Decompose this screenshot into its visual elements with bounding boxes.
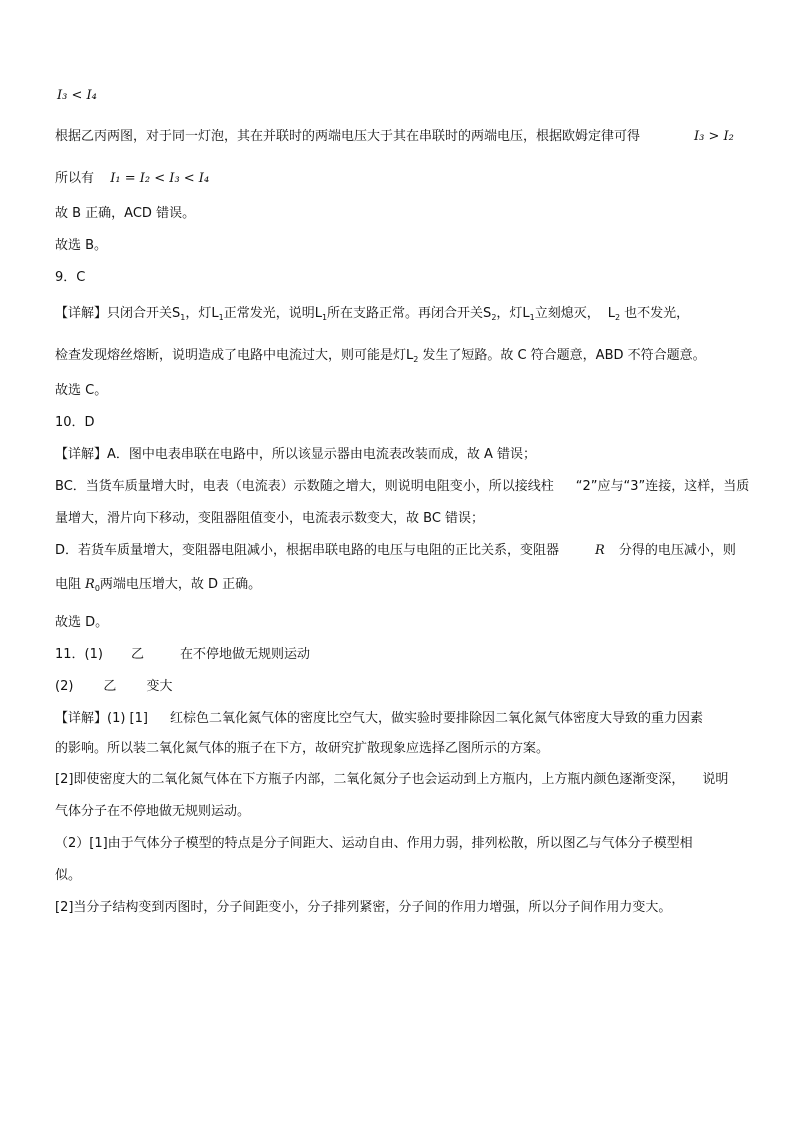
- paragraph-line: 似。: [55, 868, 82, 883]
- paragraph-line: 所以有 I₁ = I₂ < I₃ < I₄: [55, 171, 210, 186]
- paragraph-line: 【详解】只闭合开关$S_1$，灯$L_1$正常发光，说明$L_1$所在支路正常。再闭合开关$S_2$，灯$L_1$立刻熄灭， $L_2$ 也不发光，: [55, 306, 690, 322]
- question-number: 10．D: [55, 415, 95, 430]
- paragraph-line: 故选 C。: [55, 383, 108, 398]
- paragraph-line: 【详解】A．图中电表串联在电路中，所以该显示器由电流表改装而成，故 A 错误；: [55, 447, 537, 462]
- paragraph-line: 【详解】(1) [1] 红棕色二氧化氮气体的密度比空气大，做实验时要排除因二氧化氮气体密度大导致的重力因素: [55, 711, 703, 726]
- paragraph-line: 根据乙丙两图，对于同一灯泡，其在并联时的两端电压大于其在串联时的两端电压，根据欧姆定律可得: [55, 129, 641, 144]
- paragraph-line: 故选 B。: [55, 238, 108, 253]
- paragraph-line: 检查发现熔丝熔断，说明造成了电路中电流过大，则可能是灯$L_2$ 发生了短路。故 C 符合题意，ABD 不符合题意。: [55, 348, 706, 364]
- equation-current-chain: I₁ = I₂ < I₃ < I₄: [110, 171, 210, 186]
- paragraph-line: 电阻 $R_0$两端电压增大，故 D 正确。: [55, 577, 262, 593]
- answer-line: 11．(1) 乙 在不停地做无规则运动: [55, 647, 310, 662]
- paragraph-line: 的影响。所以装二氧化氮气体的瓶子在下方，故研究扩散现象应选择乙图所示的方案。: [55, 741, 550, 756]
- equation-i3-gt-i2: I₃ > I₂: [694, 129, 734, 144]
- paragraph-line: BC．当货车质量增大时，电表（电流表）示数随之增大，则说明电阻变小，所以接线柱 “2”应与“3”连接，这样，当质: [55, 479, 750, 494]
- paragraph-line: （2）[1]由于气体分子模型的特点是分子间距大、运动自由、作用力弱，排列松散，所以图乙与气体分子模型相: [55, 836, 693, 851]
- paragraph-line: [2]即使密度大的二氧化氮气体在下方瓶子内部，二氧化氮分子也会运动到上方瓶内，上方瓶内颜色逐渐变深， 说明: [55, 772, 729, 787]
- paragraph-line: 气体分子在不停地做无规则运动。: [55, 804, 251, 819]
- paragraph-line: 故选 D。: [55, 615, 109, 630]
- equation-i3-lt-i4: I₃ < I₄: [57, 88, 97, 103]
- paragraph-line: [2]当分子结构变到丙图时，分子间距变小，分子排列紧密，分子间的作用力增强，所以分子间作用力变大。: [55, 900, 672, 915]
- paragraph-line: 故 B 正确，ACD 错误。: [55, 206, 196, 221]
- answer-line: (2) 乙 变大: [55, 679, 173, 694]
- paragraph-line: 量增大，滑片向下移动，变阻器阻值变小，电流表示数变大，故 BC 错误；: [55, 511, 485, 526]
- question-number: 9．C: [55, 270, 86, 285]
- paragraph-line: D．若货车质量增大，变阻器电阻减小，根据串联电路的电压与电阻的正比关系，变阻器 R 分得的电压减小，则: [55, 543, 736, 558]
